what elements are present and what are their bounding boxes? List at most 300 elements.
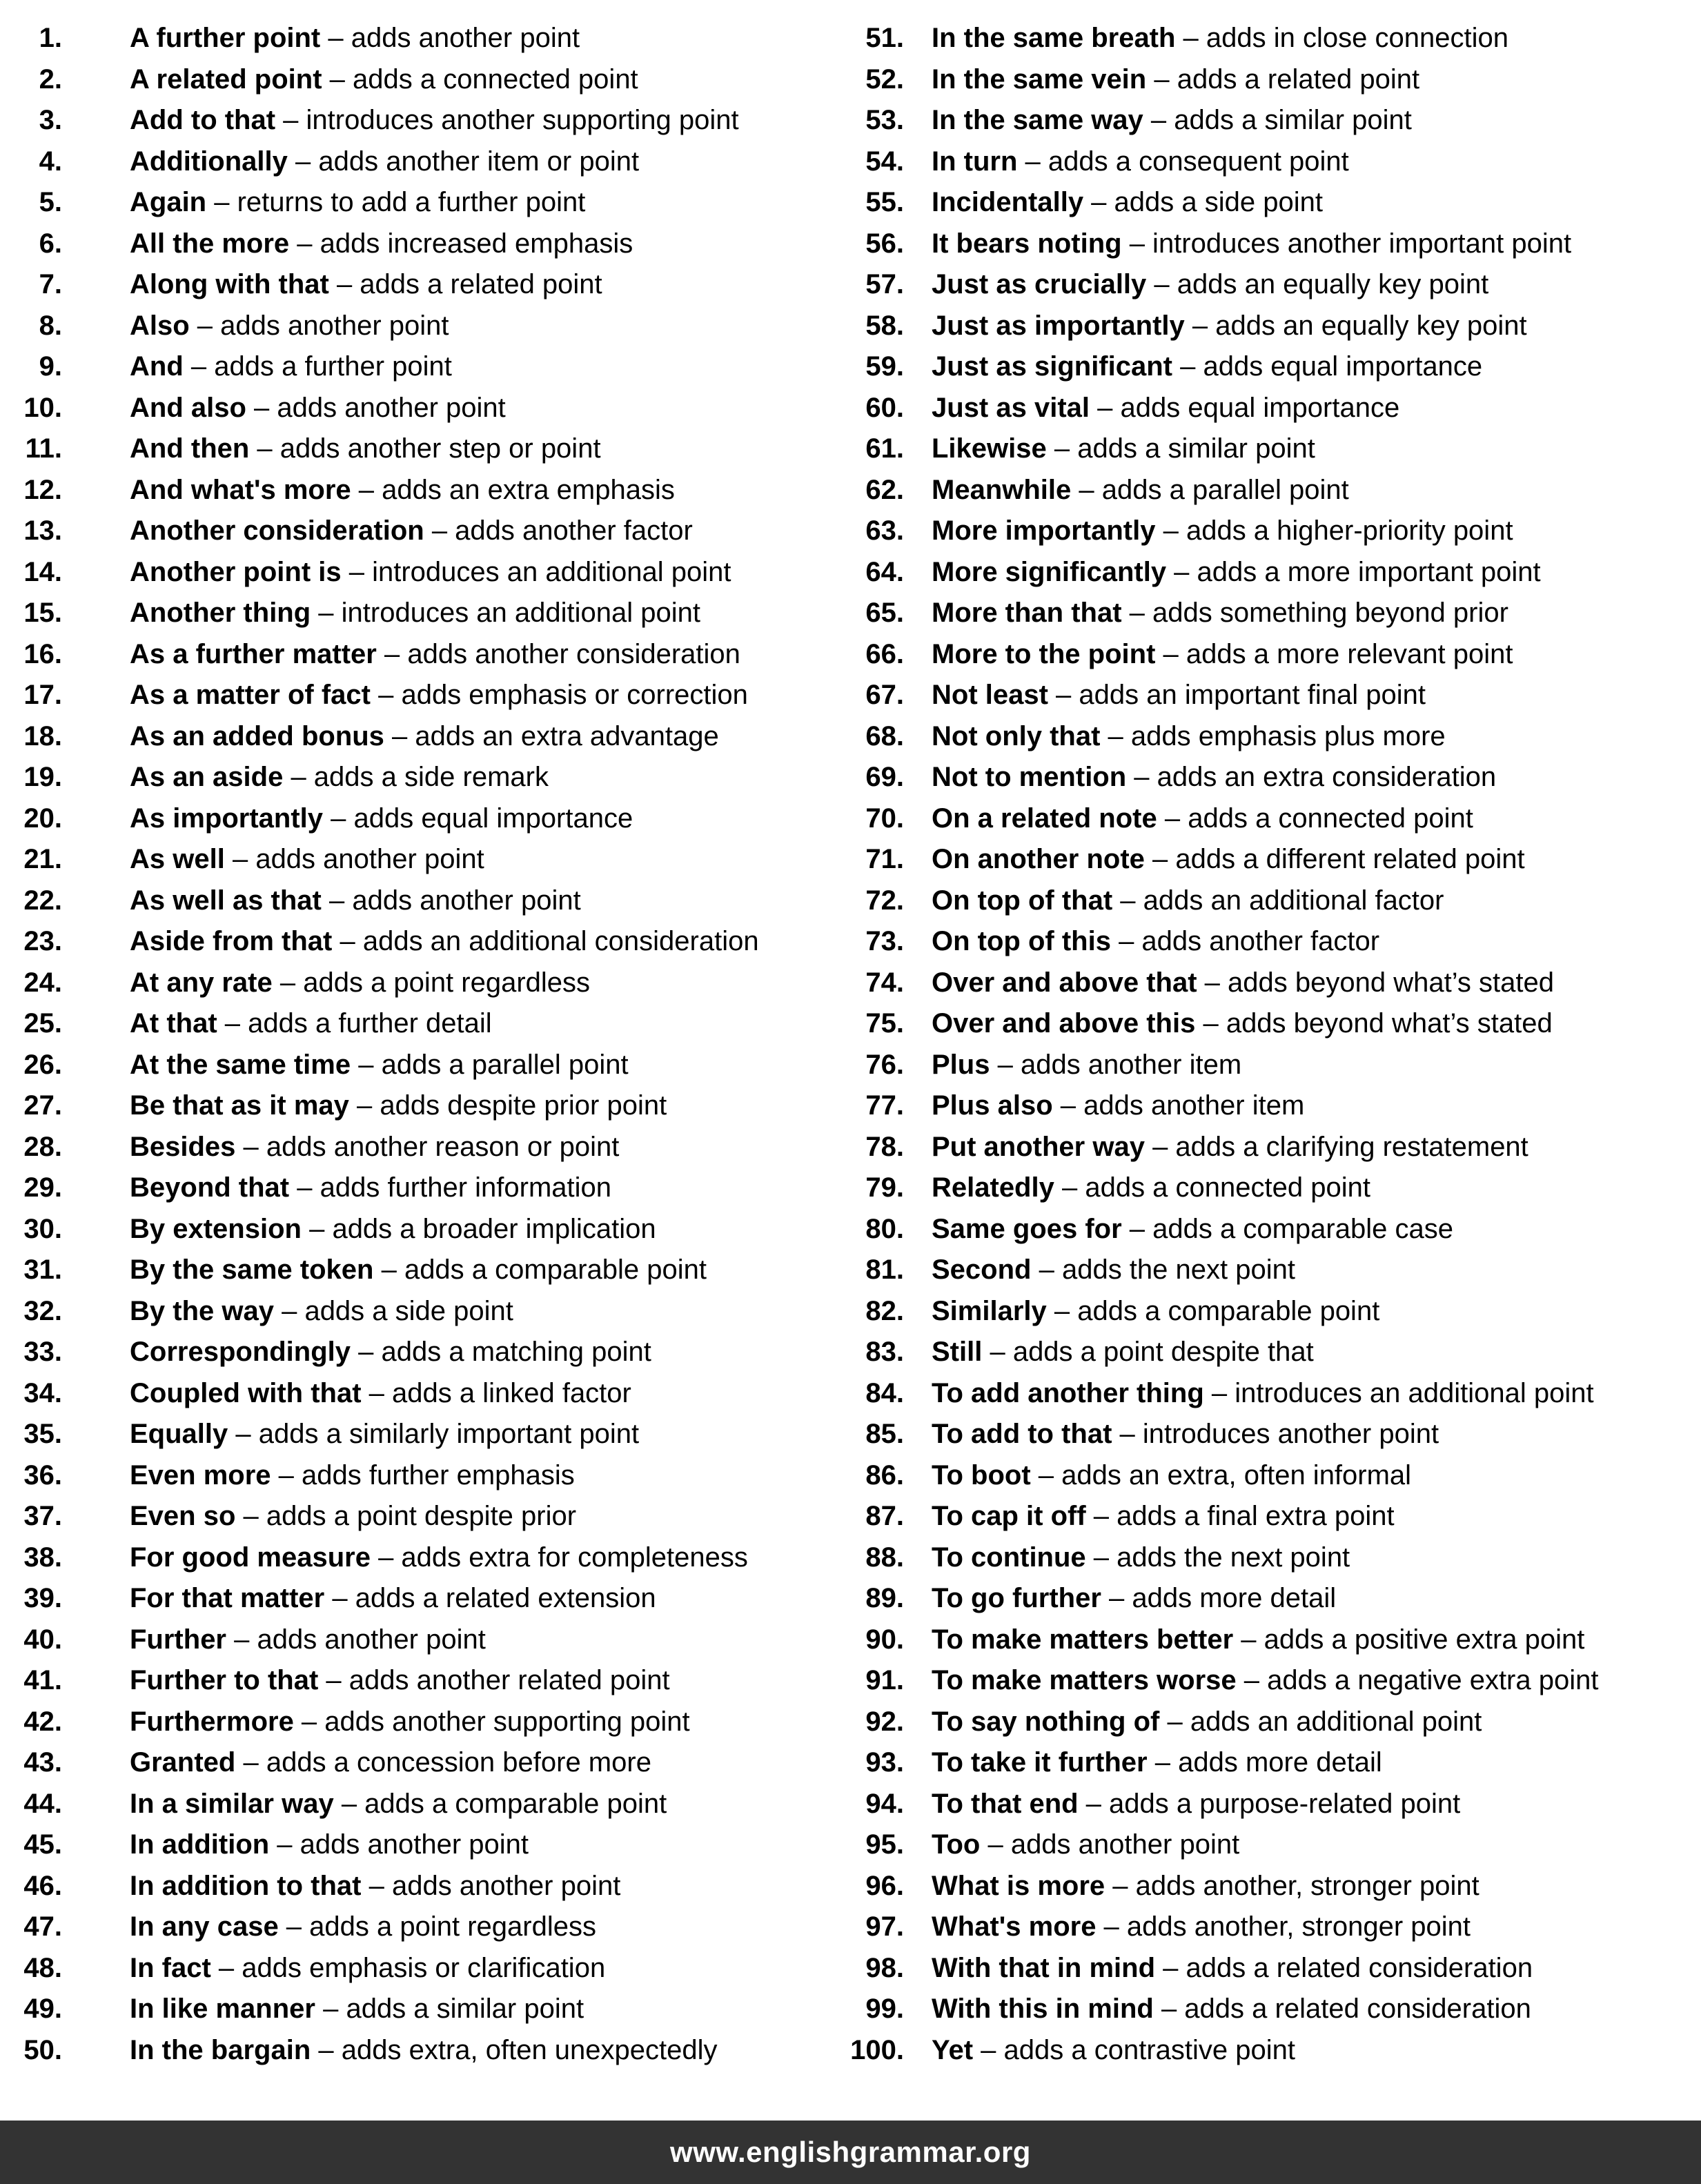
item-term: A related point [130,63,322,95]
list-item [849,1003,1701,1045]
item-number: 49. [23,1994,62,2024]
list-item [849,1168,1701,1209]
item-number: 81. [865,1255,904,1285]
item-term: Even so [130,1501,236,1531]
list-item [0,1414,849,1455]
item-number: 73. [865,926,904,956]
list-item [0,264,849,306]
item-term: Just as importantly [932,310,1185,341]
item-term: More significantly [932,556,1167,587]
item-term: Just as crucially [932,269,1147,299]
list-item [849,1127,1701,1168]
item-term: Plus [932,1049,990,1080]
item-term: Not only that [932,720,1101,751]
item-text: Correspondingly – adds a matching point [130,1337,651,1367]
list-item [0,1824,849,1866]
list-item [849,1332,1701,1373]
item-text: A further point – adds another point [130,23,580,53]
item-text: Equally – adds a similarly important point [130,1419,640,1449]
item-text: Likewise – adds a similar point [932,433,1315,464]
item-term: And [130,351,184,382]
item-term: In like manner [130,1994,315,2024]
item-number: 14. [23,556,62,587]
item-term: To add to that [932,1419,1112,1449]
item-term: To make matters worse [932,1665,1237,1695]
list-item [0,1127,849,1168]
item-text: And what's more – adds an extra emphasis [130,474,675,505]
item-number: 10. [23,392,62,423]
item-text: To boot – adds an extra, often informal [932,1459,1412,1491]
list-item [0,1948,849,1989]
item-number: 39. [23,1583,62,1613]
list-item [0,1209,849,1250]
item-text: As well – adds another point [130,844,484,874]
item-text: Just as vital – adds equal importance [932,392,1400,423]
item-term: Not least [932,680,1048,710]
item-text: Another point is – introduces an additional point [130,556,731,587]
item-term: What is more [932,1870,1105,1901]
list-column-right [849,18,1701,2071]
list-item [0,798,849,840]
item-text: To go further – adds more detail [932,1583,1337,1613]
item-text: Even so – adds a point despite prior [130,1501,577,1531]
item-term: As well [130,844,225,874]
item-text: As an added bonus – adds an extra advantage [130,720,719,751]
item-number: 75. [865,1008,904,1039]
item-text: Just as crucially – adds an equally key point [932,269,1489,299]
list-item [849,18,1701,59]
item-term: Put another way [932,1131,1145,1162]
item-number: 9. [39,351,62,382]
item-term: What's more [932,1911,1097,1942]
item-term: Further [130,1624,226,1655]
item-number: 74. [865,967,904,998]
item-term: In a similar way [130,1788,334,1819]
list-item [0,224,849,265]
item-number: 77. [865,1090,904,1121]
item-text: Same goes for – adds a comparable case [932,1213,1453,1244]
list-item [849,881,1701,922]
list-item [0,1455,849,1497]
item-text: On a related note – adds a connected point [932,803,1473,834]
item-number: 54. [865,146,904,177]
list-item [0,141,849,183]
item-term: At any rate [130,967,273,998]
item-number: 32. [23,1295,62,1326]
list-item [849,1702,1701,1743]
item-term: And then [130,433,250,464]
list-item [849,716,1701,758]
item-text: Be that as it may – adds despite prior point [130,1090,667,1121]
item-number: 56. [865,228,904,259]
list-item [849,1496,1701,1537]
list-item [0,388,849,429]
list-item [0,593,849,634]
item-number: 93. [865,1747,904,1778]
item-number: 24. [23,967,62,998]
item-number: 79. [865,1172,904,1203]
item-text: Not only that – adds emphasis plus more [932,720,1446,751]
item-number: 29. [23,1172,62,1203]
item-term: As importantly [130,803,324,834]
phrase-list [0,18,1701,2071]
list-item [849,1660,1701,1702]
item-number: 60. [865,392,904,423]
list-item [849,1250,1701,1291]
list-item [849,552,1701,593]
item-text: At that – adds a further detail [130,1008,492,1039]
item-number: 18. [23,720,62,751]
item-term: At the same time [130,1049,351,1080]
item-text: To continue – adds the next point [932,1542,1350,1573]
list-item [849,1620,1701,1661]
item-text: Granted – adds a concession before more [130,1747,651,1778]
item-text: Coupled with that – adds a linked factor [130,1377,631,1408]
item-term: Meanwhile [932,474,1072,505]
item-text: Again – returns to add a further point [130,187,586,217]
item-text: Second – adds the next point [932,1255,1295,1285]
item-text: Besides – adds another reason or point [130,1131,620,1162]
item-term: Yet [932,2034,974,2065]
item-number: 7. [39,269,62,299]
list-item [849,1742,1701,1784]
list-item [849,429,1701,470]
item-number: 21. [23,844,62,874]
list-item [849,1209,1701,1250]
item-text: Another thing – introduces an additional point [130,598,701,628]
item-text: As a matter of fact – adds emphasis or correction [130,680,748,710]
item-text: Even more – adds further emphasis [130,1459,575,1491]
item-text: To add another thing – introduces an additional point [932,1377,1594,1408]
item-term: For that matter [130,1583,325,1613]
item-term: To say nothing of [932,1706,1160,1737]
list-item [0,1907,849,1948]
item-text: In a similar way – adds a comparable point [130,1788,667,1819]
list-item [0,552,849,593]
item-text: Not least – adds an important final point [932,680,1426,710]
item-number: 25. [23,1008,62,1039]
item-term: To add another thing [932,1377,1204,1408]
item-number: 15. [23,598,62,628]
list-item [0,1742,849,1784]
item-text: More to the point – adds a more relevant point [932,638,1513,669]
item-text: In turn – adds a consequent point [932,146,1349,177]
item-term: On a related note [932,803,1157,834]
item-text: To make matters better – adds a positive extra point [932,1624,1585,1655]
item-number: 98. [865,1952,904,1983]
list-item [849,1085,1701,1127]
item-text: As a further matter – adds another consideration [130,638,740,669]
item-term: By the same token [130,1255,374,1285]
item-text: To take it further – adds more detail [932,1747,1382,1778]
item-term: By the way [130,1295,274,1326]
list-item [849,921,1701,963]
item-number: 91. [865,1665,904,1695]
item-number: 61. [865,433,904,464]
list-item [849,1373,1701,1415]
item-text: Plus also – adds another item [932,1090,1305,1121]
item-text: By extension – adds a broader implication [130,1213,656,1244]
item-term: Same goes for [932,1213,1122,1244]
list-item [849,1907,1701,1948]
list-item [0,59,849,101]
item-term: On top of that [932,885,1113,916]
item-term: To boot [932,1459,1031,1491]
list-item [0,634,849,676]
item-number: 64. [865,556,904,587]
list-item [849,675,1701,716]
item-text: In the bargain – adds extra, often unexpectedly [130,2034,718,2065]
item-number: 46. [23,1870,62,1901]
item-number: 86. [865,1459,904,1491]
item-text: On top of that – adds an additional factor [932,885,1444,916]
item-text: Over and above that – adds beyond what’s stated [932,967,1554,998]
item-number: 36. [23,1459,62,1491]
list-item [849,757,1701,798]
list-item [0,511,849,552]
list-item [849,141,1701,183]
item-term: To take it further [932,1747,1148,1778]
item-number: 65. [865,598,904,628]
item-text: Put another way – adds a clarifying restatement [932,1131,1528,1162]
item-number: 27. [23,1090,62,1121]
list-item [0,1496,849,1537]
item-text: A related point – adds a connected point [130,63,638,95]
item-text: More importantly – adds a higher-priority point [932,515,1513,546]
list-column-left [0,18,849,2071]
item-term: With this in mind [932,1994,1154,2024]
item-text: In the same breath – adds in close connection [932,23,1508,53]
list-item [849,1455,1701,1497]
item-text: Along with that – adds a related point [130,269,602,299]
item-number: 63. [865,515,904,546]
item-text: At any rate – adds a point regardless [130,967,591,998]
item-text: Still – adds a point despite that [932,1337,1314,1367]
list-item [849,59,1701,101]
item-number: 85. [865,1419,904,1449]
item-term: At that [130,1008,217,1039]
item-number: 13. [23,515,62,546]
item-term: In the same way [932,105,1143,135]
item-number: 51. [865,23,904,53]
item-text: And also – adds another point [130,392,506,423]
item-number: 97. [865,1911,904,1942]
item-number: 96. [865,1870,904,1901]
item-term: Furthermore [130,1706,294,1737]
item-number: 69. [865,762,904,792]
item-text: In addition to that – adds another point [130,1870,621,1901]
item-text: Incidentally – adds a side point [932,187,1323,217]
item-number: 20. [23,803,62,834]
item-text: In addition – adds another point [130,1829,529,1860]
item-number: 17. [23,680,62,710]
item-text: By the same token – adds a comparable point [130,1255,707,1285]
list-item [849,511,1701,552]
item-term: Another point is [130,556,342,587]
item-term: To that end [932,1788,1079,1819]
item-term: Equally [130,1419,228,1449]
list-item [849,634,1701,676]
item-number: 3. [39,105,62,135]
list-item [0,1085,849,1127]
item-number: 76. [865,1049,904,1080]
item-term: Over and above this [932,1008,1196,1039]
list-item [849,224,1701,265]
list-item [0,1537,849,1579]
item-text: By the way – adds a side point [130,1295,513,1326]
item-text: Meanwhile – adds a parallel point [932,474,1349,505]
item-number: 23. [23,926,62,956]
list-item [0,839,849,881]
list-item [0,1045,849,1086]
item-text: With this in mind – adds a related consideration [932,1994,1531,2024]
list-item [0,100,849,141]
item-number: 11. [25,433,62,464]
item-number: 31. [23,1255,62,1285]
list-item [0,182,849,224]
item-text: It bears noting – introduces another important point [932,228,1572,259]
item-number: 8. [39,310,62,341]
item-text: All the more – adds increased emphasis [130,228,633,259]
list-item [849,470,1701,511]
list-item [849,1045,1701,1086]
item-term: A further point [130,23,321,53]
item-number: 90. [865,1624,904,1655]
item-number: 55. [865,187,904,217]
list-item [849,306,1701,347]
list-item [0,18,849,59]
item-number: 92. [865,1706,904,1737]
item-text: As an aside – adds a side remark [130,762,549,792]
item-term: Granted [130,1747,236,1778]
item-text: More significantly – adds a more important point [932,556,1541,587]
footer-bar [0,2121,1701,2184]
item-text: Further – adds another point [130,1624,486,1655]
list-item [849,839,1701,881]
item-term: Similarly [932,1295,1047,1326]
item-term: Plus also [932,1090,1053,1121]
item-number: 41. [23,1665,62,1695]
item-text: Also – adds another point [130,310,449,341]
item-text: On top of this – adds another factor [932,926,1380,956]
item-term: In addition to that [130,1870,362,1901]
list-item [0,1250,849,1291]
list-item [849,388,1701,429]
item-text: And – adds a further point [130,351,452,382]
list-item [849,1291,1701,1332]
item-term: Also [130,310,190,341]
item-term: Besides [130,1131,236,1162]
item-term: More than that [932,598,1122,628]
item-number: 40. [23,1624,62,1655]
item-term: Further to that [130,1665,319,1695]
item-term: Too [932,1829,981,1860]
item-term: All the more [130,228,290,259]
item-number: 70. [865,803,904,834]
item-term: Still [932,1337,983,1367]
item-number: 87. [865,1501,904,1531]
item-term: Beyond that [130,1172,290,1203]
item-term: And what's more [130,474,351,505]
item-number: 99. [865,1994,904,2024]
item-term: In the bargain [130,2034,311,2065]
list-item [0,1866,849,1907]
item-text: Relatedly – adds a connected point [932,1172,1370,1203]
item-term: In turn [932,146,1018,177]
item-text: Not to mention – adds an extra consideration [932,762,1497,792]
list-item [0,1291,849,1332]
item-number: 80. [865,1213,904,1244]
item-number: 84. [865,1377,904,1408]
item-number: 44. [23,1788,62,1819]
list-item [849,346,1701,388]
item-text: Aside from that – adds an additional consideration [130,926,759,956]
list-item [849,100,1701,141]
item-number: 83. [865,1337,904,1367]
list-item [0,346,849,388]
item-term: Be that as it may [130,1090,349,1121]
item-text: Plus – adds another item [932,1049,1242,1080]
item-text: Too – adds another point [932,1829,1240,1860]
item-number: 2. [39,63,62,95]
item-term: As an added bonus [130,720,384,751]
list-item [849,1989,1701,2030]
list-item [0,1620,849,1661]
item-number: 33. [23,1337,62,1367]
item-text: In like manner – adds a similar point [130,1994,584,2024]
list-item [0,429,849,470]
item-term: And also [130,392,246,423]
item-number: 52. [865,63,904,95]
item-term: Another thing [130,598,311,628]
item-term: Correspondingly [130,1337,351,1367]
item-number: 95. [865,1829,904,1860]
item-term: More importantly [932,515,1156,546]
list-item [0,757,849,798]
item-text: Just as importantly – adds an equally key point [932,310,1527,341]
item-number: 82. [865,1295,904,1326]
item-term: As a further matter [130,638,377,669]
list-item [0,2030,849,2072]
item-term: Just as vital [932,392,1090,423]
item-term: Just as significant [932,351,1172,382]
item-number: 72. [865,885,904,916]
item-term: Likewise [932,433,1047,464]
item-number: 78. [865,1131,904,1162]
item-number: 48. [23,1952,62,1983]
item-text: To cap it off – adds a final extra point [932,1501,1395,1531]
list-item [849,1948,1701,1989]
item-number: 57. [865,269,904,299]
item-text: To that end – adds a purpose-related point [932,1788,1461,1819]
item-text: For good measure – adds extra for completeness [130,1542,748,1573]
list-item [0,306,849,347]
item-term: Add to that [130,105,276,135]
item-text: Beyond that – adds further information [130,1172,612,1203]
list-item [0,1373,849,1415]
item-number: 16. [23,638,62,669]
item-number: 45. [23,1829,62,1860]
item-text: Another consideration – adds another factor [130,515,693,546]
item-term: As well as that [130,885,322,916]
item-number: 58. [865,310,904,341]
item-number: 5. [39,187,62,217]
item-term: As an aside [130,762,284,792]
item-number: 34. [23,1377,62,1408]
list-item [0,1003,849,1045]
list-item [0,1332,849,1373]
item-text: And then – adds another step or point [130,433,601,464]
